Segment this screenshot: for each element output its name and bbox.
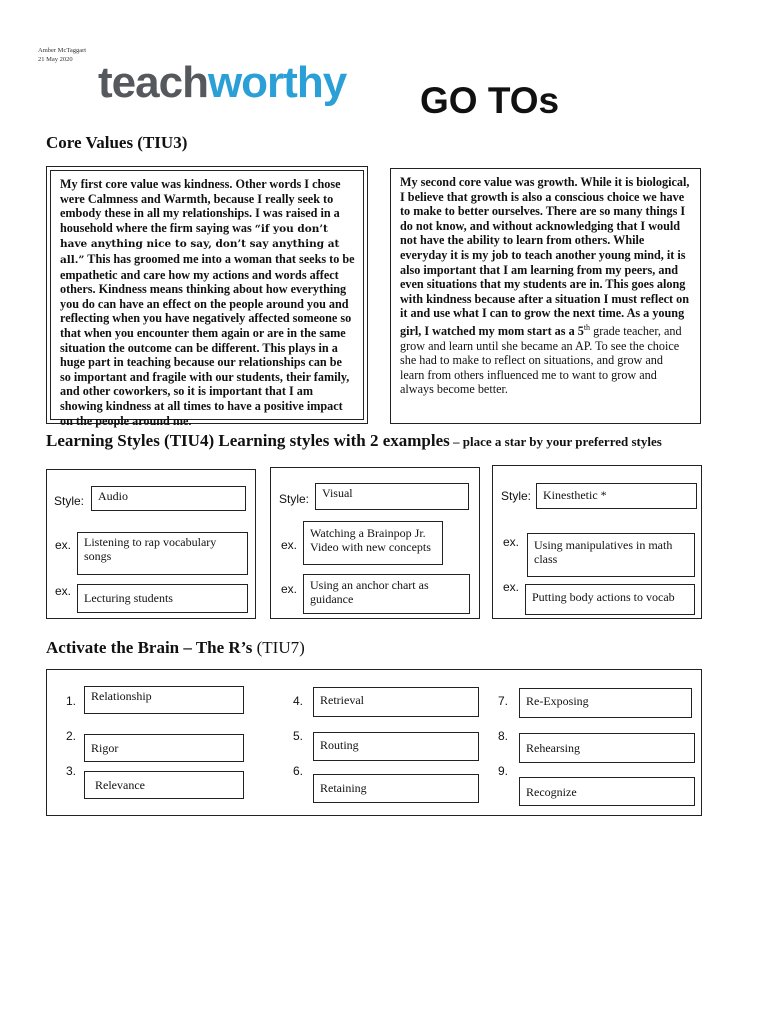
- brain-heading-part3: (TIU7): [252, 638, 305, 657]
- item-number: 3.: [66, 764, 77, 778]
- example-field-2[interactable]: Using an anchor chart as guidance: [303, 574, 470, 614]
- document-meta: [38, 46, 86, 64]
- item-number: 4.: [293, 694, 304, 708]
- r-field-1[interactable]: Relationship: [84, 686, 244, 714]
- growth-text-sup: th: [583, 322, 591, 332]
- r-field-8[interactable]: Rehearsing: [519, 733, 695, 763]
- item-number: 8.: [498, 729, 509, 743]
- kindness-text-part2: This has groomed me into a woman that seeks to be empathetic and care how my actions and words affect others. Kindness means thinking about how everything you do can have an effect on the people around you and reflecting when you have negatively affected someone so that when you encounter them again or are in the same situation the outcome can be different. This plays in a huge part in teaching because our relationships can be so important and fragile with our students, their family, and other coworkers, so it is important that I am showing kindness at all times to have a positive impact on the people around me.: [60, 251, 355, 428]
- core-values-heading: Core Values (TIU3): [46, 133, 188, 152]
- style-field[interactable]: Visual: [315, 483, 469, 510]
- document-date: 21 May 2020: [38, 56, 73, 63]
- growth-text-normal: grade teacher, and grow and learn until she became an AP. To see the choice she had to make to reflect on situations, and grow and learn from others influenced me to want to grow and always become better.: [400, 324, 682, 397]
- kindness-quote: “if you don’t have anything nice to say, don’t say anything at all.”: [60, 222, 340, 266]
- core-value-growth-text: [400, 175, 690, 397]
- core-value-growth-box: [390, 168, 701, 424]
- example-label: ex.: [55, 584, 72, 598]
- example-label: ex.: [503, 535, 520, 549]
- core-value-kindness-text: [60, 177, 355, 428]
- item-number: 2.: [66, 729, 77, 743]
- r-field-6[interactable]: Retaining: [313, 774, 479, 803]
- example-field-1[interactable]: Listening to rap vocabulary songs: [77, 532, 248, 575]
- learning-style-panel-audio: [46, 469, 256, 619]
- core-value-kindness-box: [46, 166, 368, 428]
- brain-heading-part1: Activate the Brain –: [46, 638, 196, 657]
- example-field-2[interactable]: Putting body actions to vocab: [525, 584, 695, 615]
- r-field-9[interactable]: Recognize: [519, 777, 695, 806]
- style-field[interactable]: Audio: [91, 486, 246, 511]
- example-label: ex.: [503, 580, 520, 594]
- teachworthy-logo: [98, 58, 346, 108]
- r-field-5[interactable]: Routing: [313, 732, 479, 761]
- item-number: 5.: [293, 729, 304, 743]
- author-name: Amber McTaggart: [38, 47, 87, 54]
- example-label: ex.: [55, 538, 72, 552]
- page-title: GO TOs: [420, 80, 560, 121]
- style-field[interactable]: Kinesthetic *: [536, 483, 697, 509]
- r-field-4[interactable]: Retrieval: [313, 687, 479, 717]
- item-number: 6.: [293, 764, 304, 778]
- item-number: 9.: [498, 764, 509, 778]
- example-field-1[interactable]: Watching a Brainpop Jr. Video with new concepts: [303, 521, 443, 565]
- growth-text-bold: My second core value was growth. While it is biological, I believe that growth is also a conscious choice we have to make to better ourselves. There are so many things I do not know, and without acknowledging that I would not have the ability to learn from others. While everyday it is my job to teach another young mind, it is also important that I am learning from my peers, and even situations that my students are in. This goes along with kindness because after a situation I must reflect on it and use what I can to grow the next time. As a young girl, I watched my mom start as a 5: [400, 175, 690, 338]
- example-label: ex.: [281, 582, 298, 596]
- learning-style-panel-visual: [270, 467, 480, 619]
- kindness-text-part1: My first core value was kindness. Other words I chose were Calmness and Warmth, because I really seek to embody these in all my relationships. I was raised in a household where the firm saying was: [60, 177, 341, 235]
- logo-part-worthy: worthy: [207, 58, 347, 107]
- r-field-2[interactable]: Rigor: [84, 734, 244, 762]
- style-label: Style:: [54, 494, 85, 508]
- example-field-1[interactable]: Using manipulatives in math class: [527, 533, 695, 577]
- style-label: Style:: [279, 492, 310, 506]
- style-label: Style:: [501, 489, 532, 503]
- example-field-2[interactable]: Lecturing students: [77, 584, 248, 613]
- learning-styles-title: Learning Styles (TIU4) Learning styles with 2 examples: [46, 431, 450, 450]
- learning-styles-instruction: – place a star by your preferred styles: [449, 434, 662, 449]
- learning-style-panel-kinesthetic: [492, 465, 702, 619]
- r-field-3[interactable]: Relevance: [84, 771, 244, 799]
- brain-heading-part2: The R’s: [195, 638, 253, 657]
- logo-part-teach: teach: [98, 58, 208, 107]
- learning-styles-heading: [46, 431, 662, 451]
- r-field-7[interactable]: Re-Exposing: [519, 688, 692, 718]
- the-rs-panel: [46, 669, 702, 816]
- activate-brain-heading: [46, 638, 305, 658]
- item-number: 7.: [498, 694, 509, 708]
- item-number: 1.: [66, 694, 77, 708]
- example-label: ex.: [281, 538, 298, 552]
